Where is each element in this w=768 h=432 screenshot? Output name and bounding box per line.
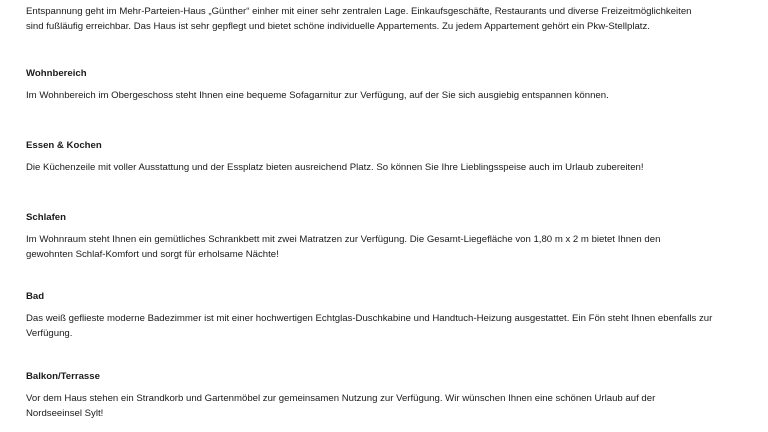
section-line: Im Wohnraum steht Ihnen ein gemütliches Schrankbett mit zwei Matratzen zur Verfügung. Die Gesamt-Liegefläche von 1,80 m x 2 m bietet Ihnen den xyxy=(26,234,661,245)
intro-paragraph xyxy=(26,4,728,34)
section-paragraph xyxy=(26,311,728,341)
section-line: Vor dem Haus stehen ein Strandkorb und Gartenmöbel zur gemeinsamen Nutzung zur Verfügung. Wir wünschen Ihnen eine schönen Urlaub auf der xyxy=(26,393,656,404)
section-paragraph xyxy=(26,391,728,421)
section-line: Verfügung. xyxy=(26,328,73,339)
section-line: Nordseeinsel Sylt! xyxy=(26,408,104,419)
section-schlafen xyxy=(26,210,728,262)
section-essen-kochen xyxy=(26,138,728,175)
section-bad xyxy=(26,289,728,341)
intro-line-2: sind fußläufig erreichbar. Das Haus ist sehr gepflegt und bietet schöne individuelle Appartements. Zu jedem Appartement gehört ein Pkw-Stellplatz. xyxy=(26,21,650,32)
section-wohnbereich xyxy=(26,66,728,103)
section-heading: Essen & Kochen xyxy=(26,140,102,151)
section-line: Die Küchenzeile mit voller Ausstattung und der Essplatz bieten ausreichend Platz. So können Sie Ihre Lieblingsspeise auch im Urlaub zubereiten! xyxy=(26,162,644,173)
section-heading: Schlafen xyxy=(26,212,66,223)
section-paragraph xyxy=(26,88,728,103)
section-heading: Wohnbereich xyxy=(26,68,87,79)
section-line: gewohnten Schlaf-Komfort und sorgt für erholsame Nächte! xyxy=(26,249,279,260)
section-heading: Bad xyxy=(26,291,45,302)
section-paragraph xyxy=(26,232,728,262)
section-line: Im Wohnbereich im Obergeschoss steht Ihnen eine bequeme Sofagarnitur zur Verfügung, auf der Sie sich ausgiebig entspannen können. xyxy=(26,90,609,101)
section-balkon-terrasse xyxy=(26,369,728,421)
intro-line-1: Entspannung geht im Mehr-Parteien-Haus „Günther“ einher mit einer sehr zentralen Lage. Einkaufsgeschäfte, Restaurants und diverse Freizeitmöglichkeiten xyxy=(26,6,692,17)
section-heading: Balkon/Terrasse xyxy=(26,371,100,382)
section-paragraph xyxy=(26,160,728,175)
section-line: Das weiß geflieste moderne Badezimmer ist mit einer hochwertigen Echtglas-Duschkabine und Handtuch-Heizung ausgestattet. Ein Fön steht Ihnen ebenfalls zur xyxy=(26,313,713,324)
